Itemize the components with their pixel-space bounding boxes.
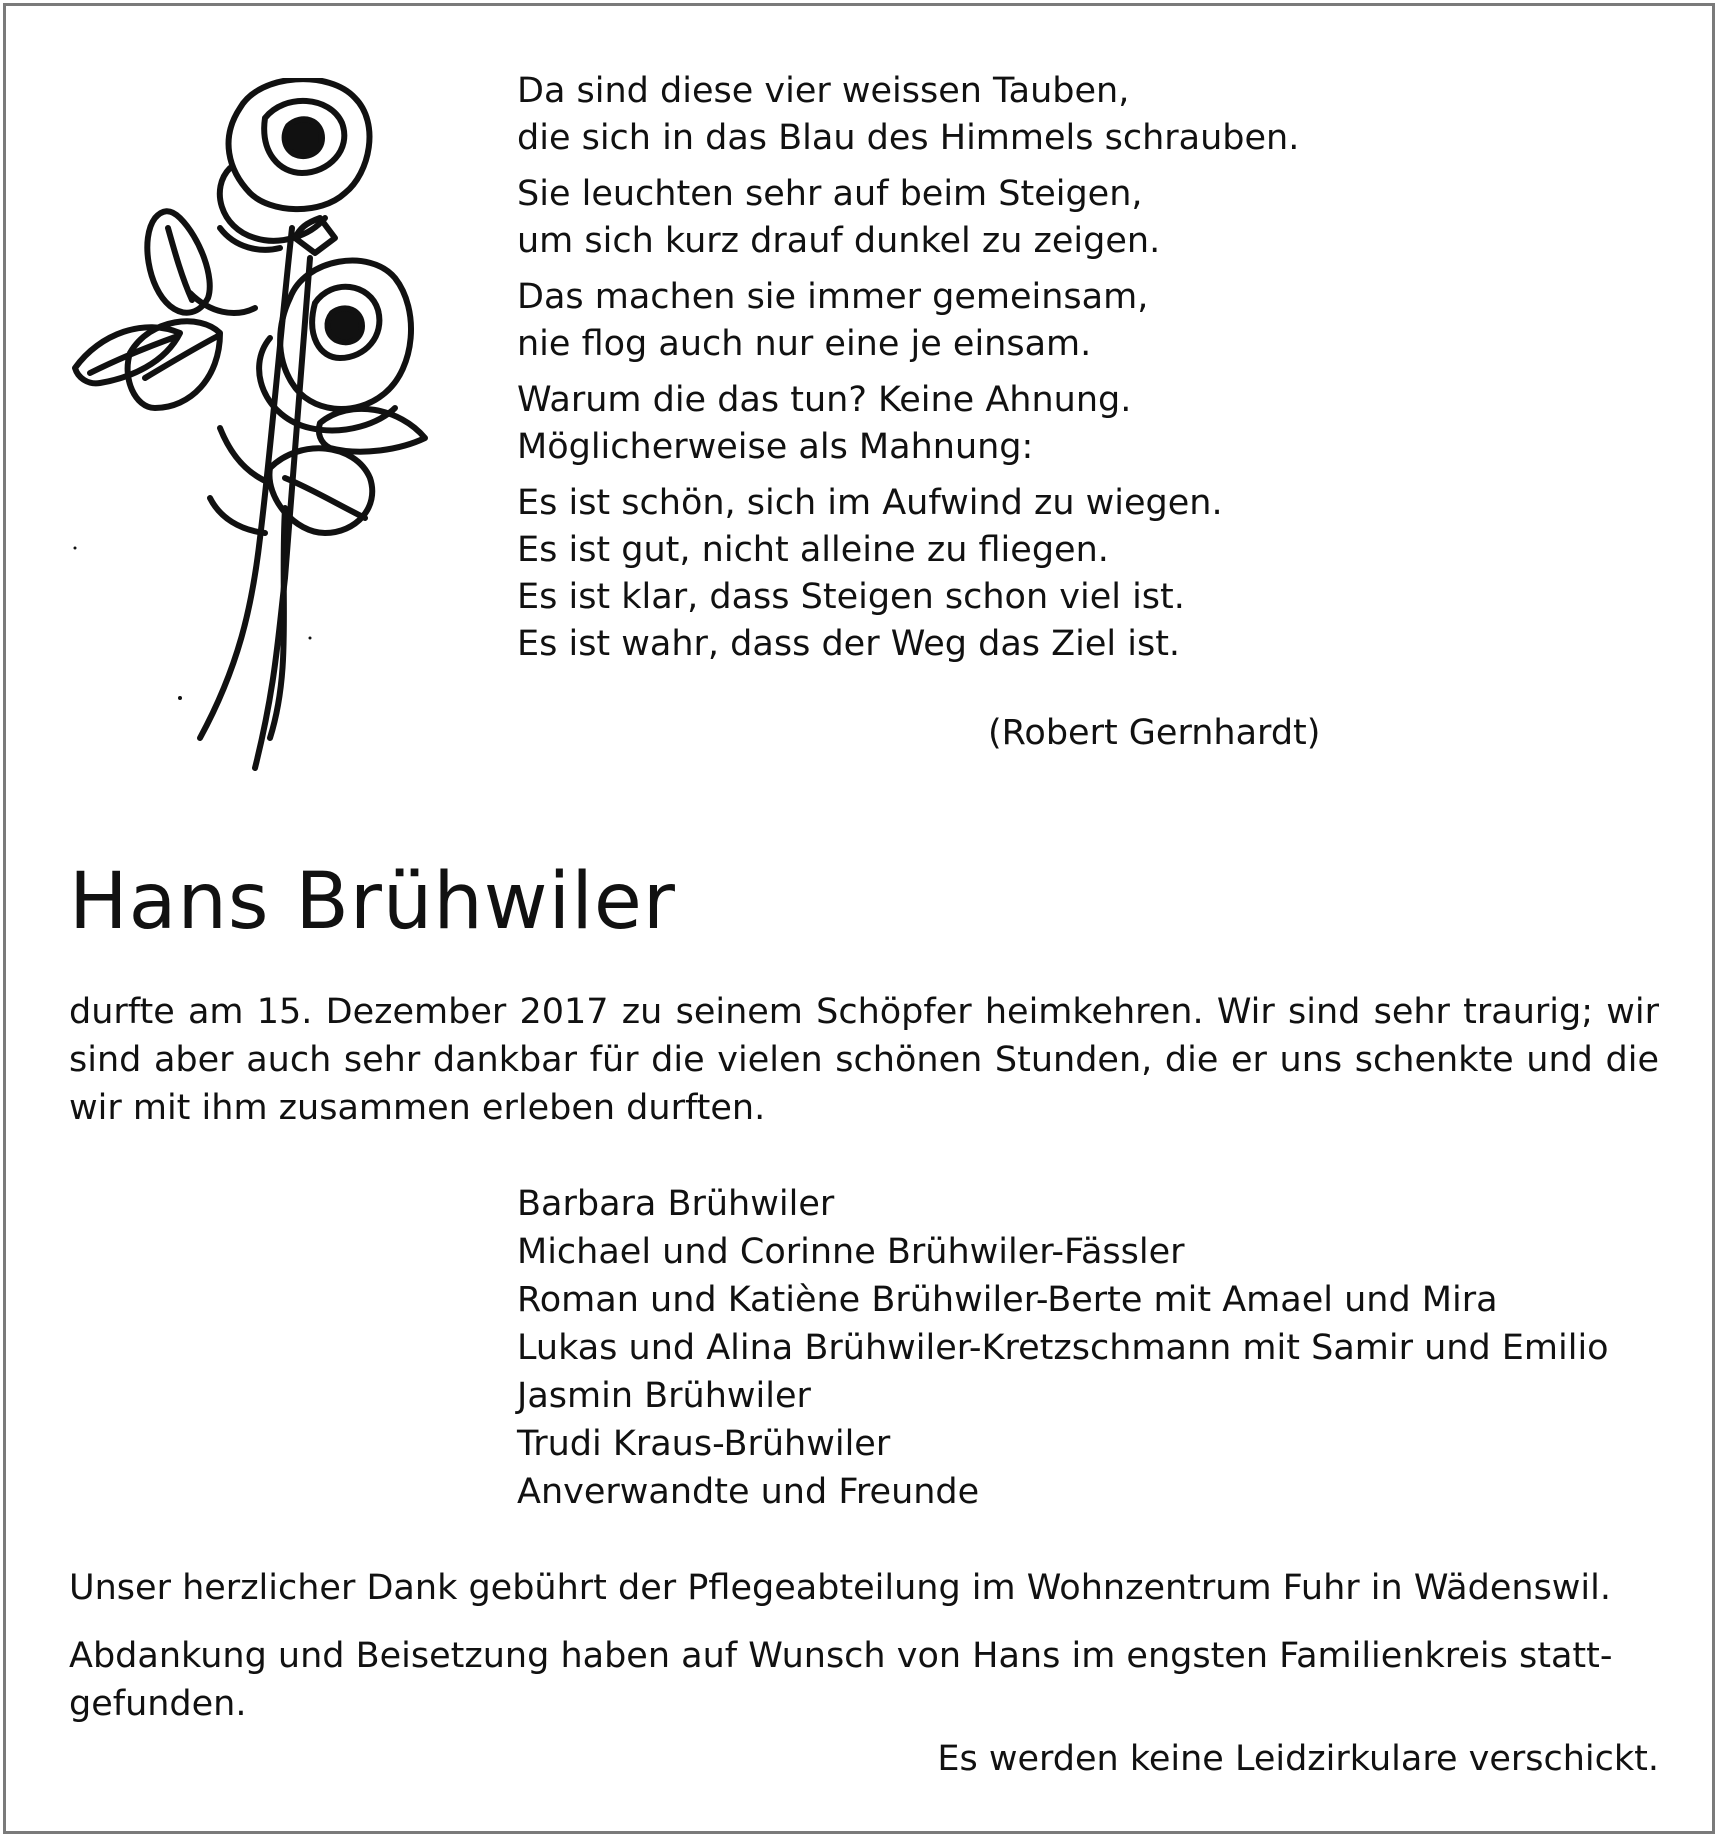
poem-line: Es ist klar, dass Steigen schon viel ist. (517, 577, 1185, 617)
intro-paragraph: durfte am 15. Dezember 2017 zu seinem Schöpfer heimkehren. Wir sind sehr traurig; wir sind aber auch sehr dankbar für die vielen schönen Stunden, die er uns schenkte und die wir mit ihm zusammen erleben durften. (69, 992, 1659, 1128)
mourner-entry: Trudi Kraus-Brühwiler (517, 1424, 891, 1464)
ceremony-paragraph-line2: gefunden. (69, 1684, 247, 1724)
mourner-entry: Jasmin Brühwiler (517, 1376, 811, 1416)
poem-line: Sie leuchten sehr auf beim Steigen, (517, 174, 1143, 214)
poem-line: Es ist gut, nicht alleine zu fliegen. (517, 530, 1109, 570)
poem-stanza (517, 480, 1517, 668)
poem-author: (Robert Gernhardt) (988, 713, 1321, 753)
poem-line: um sich kurz drauf dunkel zu zeigen. (517, 221, 1161, 261)
mourners-list (517, 1180, 1609, 1516)
mourner-entry: Anverwandte und Freunde (517, 1472, 980, 1512)
mourner-entry: Roman und Katiène Brühwiler-Berte mit Amael und Mira (517, 1280, 1498, 1320)
poem-stanza (517, 377, 1517, 471)
poem-stanza (517, 171, 1517, 265)
poem (517, 68, 1517, 677)
notice-text: Es werden keine Leidzirkulare verschickt. (937, 1739, 1659, 1779)
poem-line: Es ist schön, sich im Aufwind zu wiegen. (517, 483, 1223, 523)
mourner-entry: Barbara Brühwiler (517, 1184, 835, 1224)
mourner-entry: Michael und Corinne Brühwiler-Fässler (517, 1232, 1185, 1272)
mourner-entry: Lukas und Alina Brühwiler-Kretzschmann mit Samir und Emilio (517, 1328, 1609, 1368)
poem-line: die sich in das Blau des Himmels schrauben. (517, 118, 1300, 158)
poem-stanza (517, 68, 1517, 162)
ceremony-paragraph-line1: Abdankung und Beisetzung haben auf Wunsch von Hans im engsten Familienkreis statt- (69, 1636, 1613, 1676)
poem-line: nie flog auch nur eine je einsam. (517, 324, 1092, 364)
deceased-name: Hans Brühwiler (69, 857, 676, 947)
poem-line: Da sind diese vier weissen Tauben, (517, 71, 1130, 111)
poem-line: Möglicherweise als Mahnung: (517, 427, 1034, 467)
rose-bouquet-icon (70, 78, 470, 790)
poem-line: Das machen sie immer gemeinsam, (517, 277, 1149, 317)
poem-stanza (517, 274, 1517, 368)
thanks-paragraph: Unser herzlicher Dank gebührt der Pflegeabteilung im Wohnzentrum Fuhr in Wädenswil. (69, 1568, 1611, 1608)
poem-line: Es ist wahr, dass der Weg das Ziel ist. (517, 624, 1181, 664)
poem-line: Warum die das tun? Keine Ahnung. (517, 380, 1132, 420)
